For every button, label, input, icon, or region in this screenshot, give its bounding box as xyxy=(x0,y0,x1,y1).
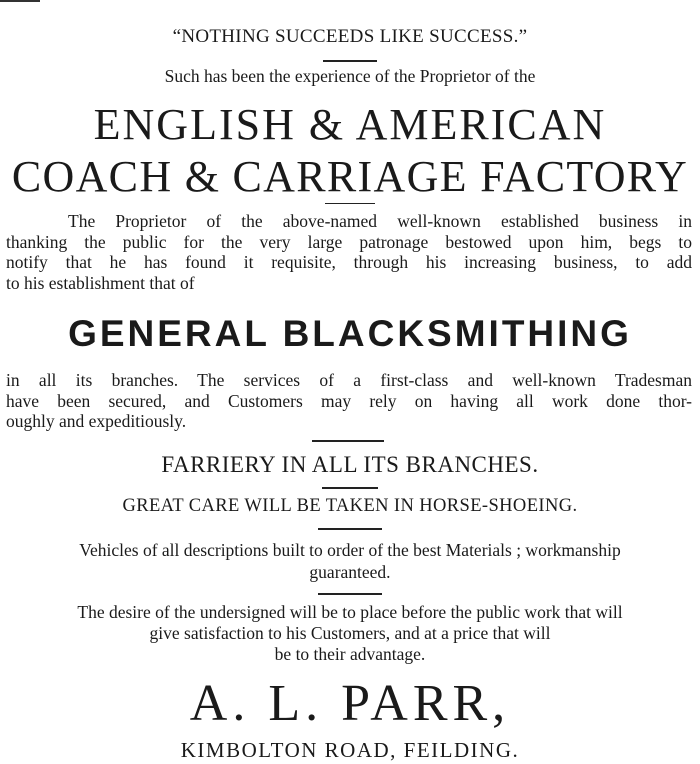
title-line-2: COACH & CARRIAGE FACTORY xyxy=(11,152,689,201)
paragraph-line: oughly and expeditiously. xyxy=(6,411,187,431)
divider-rule xyxy=(318,593,382,595)
heading-blacksmithing: GENERAL BLACKSMITHING xyxy=(68,313,632,354)
intro-line: Such has been the experience of the Proprietor of the xyxy=(164,66,536,86)
paragraph-line: The Proprietor of the above-named well-known established business in xyxy=(68,211,692,231)
divider-rule xyxy=(323,60,377,62)
divider-rule xyxy=(325,203,375,204)
paragraph-line: thanking the public for the very large patronage bestowed upon him, begs to xyxy=(6,231,692,252)
paragraph-proprietor xyxy=(6,211,692,293)
farriery-line: FARRIERY IN ALL ITS BRANCHES. xyxy=(161,452,539,477)
horse-shoeing-line: GREAT CARE WILL BE TAKEN IN HORSE-SHOEING. xyxy=(122,496,578,516)
vehicles-line-2: guaranteed. xyxy=(309,562,391,582)
paragraph-line: have been secured, and Customers may rely on having all work done thor- xyxy=(6,390,692,411)
title-line-1: ENGLISH & AMERICAN xyxy=(93,100,607,149)
desire-line-1: The desire of the undersigned will be to place before the public work that will xyxy=(77,602,623,622)
paragraph-line: to his establishment that of xyxy=(6,272,195,293)
vehicles-line-1: Vehicles of all descriptions built to order of the best Materials ; workmanship xyxy=(79,540,621,560)
proprietor-name: A. L. PARR, xyxy=(189,675,511,732)
top-border-fragment xyxy=(0,0,40,2)
divider-rule xyxy=(312,440,384,442)
paragraph-services xyxy=(6,370,692,432)
desire-line-3: be to their advantage. xyxy=(274,644,426,664)
desire-line-2: give satisfaction to his Customers, and at a price that will xyxy=(149,623,551,643)
paragraph-line: in all its branches. The services of a first-class and well-known Tradesman xyxy=(6,370,692,390)
motto: “NOTHING SUCCEEDS LIKE SUCCESS.” xyxy=(172,26,528,47)
paragraph-line: notify that he has found it requisite, through his increasing business, to add xyxy=(6,252,692,272)
address: KIMBOLTON ROAD, FEILDING. xyxy=(180,738,520,762)
divider-rule xyxy=(318,528,382,530)
divider-rule xyxy=(322,487,378,489)
